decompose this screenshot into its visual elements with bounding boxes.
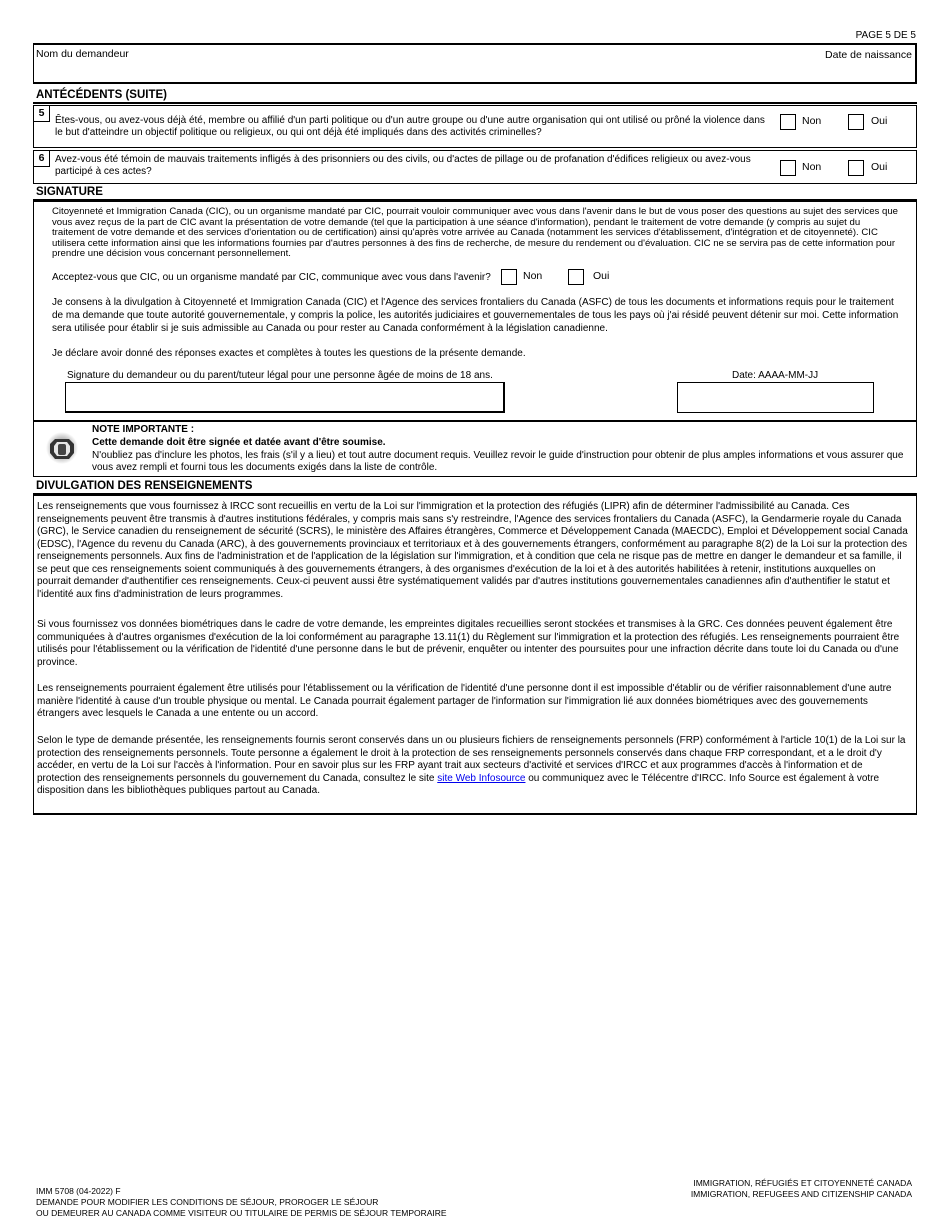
disclosure-paragraph-3: Les renseignements pourraient également être utilisés pour l'établissement ou la vérification de l'identité d'une personne dont il est impossible d'établir ou de vérifier raisonnablement d'une autre manière l'identité à cause d'un trouble physique ou mental. Le Canada pourrait également partager de l'information sur l'immigration lié aux données biométriques avec des gouvernements étrangers avec lesquels le Canada a une entente ou un accord. (37, 683, 892, 719)
signature-section-title: SIGNATURE (36, 186, 103, 198)
disclosure-paragraph-1: Les renseignements que vous fournissez à IRCC sont recueillis en vertu de la Loi sur l'immigration et la protection des réfugiés (LIPR) afin de déterminer l'admissibilité au Canada. Ces renseignements peuvent être transmis à d'autres institutions fédérales, y compris mais sans s'y restreindre, l'Agence des services frontaliers du Canada (ASFC), la Gendarmerie royale du Canada (GRC), le Service canadien du renseignement de sécurité (SCRS), le ministère des Affaires étrangères, Commerce et Développement Canada (MAECDC), Emploi et Développement social Canada (EDSC), l'Agence du revenu du Canada (ARC), à des gouvernements provinciaux et territoriaux et à des gouvernements étrangers, conformément au paragraphe 8(2) de la Loi sur la protection des renseignements personnels. Aux fins de l'administration et de l'application de la législation sur l'immigration, et à condition que cela ne risque pas de mettre en danger le demandeur et sa famille, il se peut que ces renseignements soient communiqués à des gouvernements étrangers, à des organismes d'exécution de la loi et à des autorités habilitées à retenir, institutions auxquelles on pourrait demander d'authentifier ces renseignements. Ceux-ci peuvent aussi être systématiquement validés par d'autres institutions gouvernementales canadiennes afin d'authentifier le statut et l'identité aux fins d'administration de leurs programmes. (37, 501, 908, 600)
signature-field[interactable] (65, 382, 505, 413)
contact-question: Acceptez-vous que CIC, ou un organisme mandaté par CIC, communique avec vous dans l'avenir? (52, 272, 491, 283)
disclosure-section-title: DIVULGATION DES RENSEIGNEMENTS (36, 480, 253, 492)
question-5-yes-label: Oui (871, 115, 888, 127)
disclosure-paragraph-2: Si vous fournissez vos données biométriques dans le cadre de votre demande, les empreintes digitales recueillies seront stockées et transmises à la GRC. Ces données peuvent également être communiquées à d'autres organismes d'exécution de la loi conformément au paragraphe 13.11(1) du Règlement sur l'immigration et la protection des réfugiés. Les renseignements pourraient être utilisés pour l'établissement ou la vérification de l'identité d'une personne dans le but de prévenir, enquêter ou intenter des poursuites pour une infraction décrite dans toute loi du Canada ou d'une province. (37, 619, 900, 668)
date-label: Date: AAAA-MM-JJ (732, 370, 819, 381)
disclosure-paragraph-4-before: Selon le type de demande présentée, les renseignements fournis seront conservés dans un ou plusieurs fichiers de renseignements personnels (FRP) conformément à l'article 10(1) de la Loi sur la protection des renseignements personnels. Toute personne a également le droit à la protection de ses renseignements personnels conservés dans chaque FRP correspondant, et a le droit d'y accéder, en vertu de la Loi sur l'accès à l'information. Pour en savoir plus sur les FRP ayant trait aux secteurs d'activité et services d'IRCC et aux programmes d'accès à l'information et de protection des renseignements personnels du gouvernement du Canada, consultez le site (37, 735, 906, 784)
disclosure-paragraph-4 (37, 735, 909, 798)
department-name-en: IMMIGRATION, REFUGEES AND CITIZENSHIP CANADA (690, 1189, 912, 1199)
department-name-fr: IMMIGRATION, RÉFUGIÉS ET CITOYENNETÉ CANADA (693, 1178, 912, 1188)
question-6-text: Avez-vous été témoin de mauvais traitements infligés à des prisonniers ou des civils, ou d'actes de pillage ou de profanation d'édifices religieux ou avez-vous participé à ces actes? (55, 154, 751, 178)
question-5-text: Êtes-vous, ou avez-vous déjà été, membre ou affilié d'un parti politique ou d'un autre groupe ou d'une autre organisation qui ont utilisé ou prôné la violence dans le but d'atteindre un objectif politique ou religieux, ou qui ont déjà été impliqués dans des activités criminelles? (55, 115, 765, 139)
date-field[interactable] (677, 382, 874, 413)
form-title-line-1: DEMANDE POUR MODIFIER LES CONDITIONS DE SÉJOUR, PROROGER LE SÉJOUR (36, 1197, 379, 1207)
contact-no-label: Non (523, 270, 543, 282)
declaration-text: Je déclare avoir donné des réponses exactes et complètes à toutes les questions de la présente demande. (52, 348, 526, 359)
question-5-no-checkbox[interactable] (780, 114, 796, 130)
applicant-name-label: Nom du demandeur (36, 48, 129, 60)
contact-intro-text: Citoyenneté et Immigration Canada (CIC), ou un organisme mandaté par CIC, pourrait vouloir communiquer avec vous dans l'avenir dans le but de vous poser des questions au sujet des services que vous avez reçus de la part de CIC avant la présentation de votre demande (tel que la participation à une séance d'information), pendant le traitement de votre demande (y compris au sujet du traitement de votre demande et des services d'orientation ou de certification) ainsi qu'après votre arrivée au Canada (notamment les services d'établissement, d'intégration et de citoyenneté). CIC utilisera cette information ainsi que les informations fournies par d'autres personnes à des fins de recherche, de mesure du rendement ou d'évaluation. CIC ne se servira pas de cette information pour prendre une décision vous concernant personnellement. (52, 206, 898, 260)
disclosure-box (33, 495, 917, 815)
question-number: 5 (34, 106, 50, 122)
note-bold-text: Cette demande doit être signée et datée avant d'être soumise. (92, 437, 386, 448)
background-section-title: ANTÉCÉDENTS (SUITE) (36, 89, 167, 101)
question-6-yes-label: Oui (871, 161, 888, 173)
question-6-yes-checkbox[interactable] (848, 160, 864, 176)
disclosure-paragraph-4-after: ou communiquez avec le Télécentre d'IRCC. Info Source est également à votre disposition dans les bibliothèques publiques partout au Canada. (37, 772, 880, 796)
form-title-line-2: OU DEMEURER AU CANADA COMME VISITEUR OU TITULAIRE DE PERMIS DE SÉJOUR TEMPORAIRE (36, 1208, 447, 1218)
signature-label: Signature du demandeur ou du parent/tuteur légal pour une personne âgée de moins de 18 ans. (67, 370, 493, 381)
question-5-no-label: Non (802, 115, 822, 127)
stop-hand-icon (45, 431, 79, 465)
form-id: IMM 5708 (04-2022) F (36, 1186, 121, 1196)
applicant-header-box (33, 43, 917, 84)
question-6-no-checkbox[interactable] (780, 160, 796, 176)
date-of-birth-label: Date de naissance (825, 49, 912, 61)
consent-text: Je consens à la divulgation à Citoyenneté et Immigration Canada (CIC) et l'Agence des services frontaliers du Canada (ASFC) de tous les documents et informations requis pour le traitement de ma demande que toute autorité gouvernementale, y compris la police, les autorités judiciaires et gouvernementales de tous les pays où j'ai résidé peuvent détenir sur moi. Cette information sera utilisée pour établir si je suis admissible au Canada ou pour rester au Canada conformément à la législation canadienne. (52, 297, 899, 334)
contact-yes-checkbox[interactable] (568, 269, 584, 285)
question-6-no-label: Non (802, 161, 822, 173)
question-5-yes-checkbox[interactable] (848, 114, 864, 130)
contact-no-checkbox[interactable] (501, 269, 517, 285)
infosource-link[interactable]: site Web Infosource (437, 772, 526, 784)
note-title: NOTE IMPORTANTE : (92, 424, 195, 435)
page-number: PAGE 5 DE 5 (855, 30, 916, 41)
signature-section-box (33, 201, 917, 421)
question-5-row (33, 105, 917, 148)
contact-yes-label: Oui (593, 270, 610, 282)
important-note-box (33, 421, 917, 477)
note-text: N'oubliez pas d'inclure les photos, les frais (s'il y a lieu) et tout autre document requis. Veuillez revoir le guide d'instruction pour obtenir de plus amples informations et vous assurer que vous avez rempli et fourni tous les documents exigés dans la liste de contrôle. (92, 450, 904, 474)
question-number: 6 (34, 151, 50, 167)
question-6-row (33, 150, 917, 184)
